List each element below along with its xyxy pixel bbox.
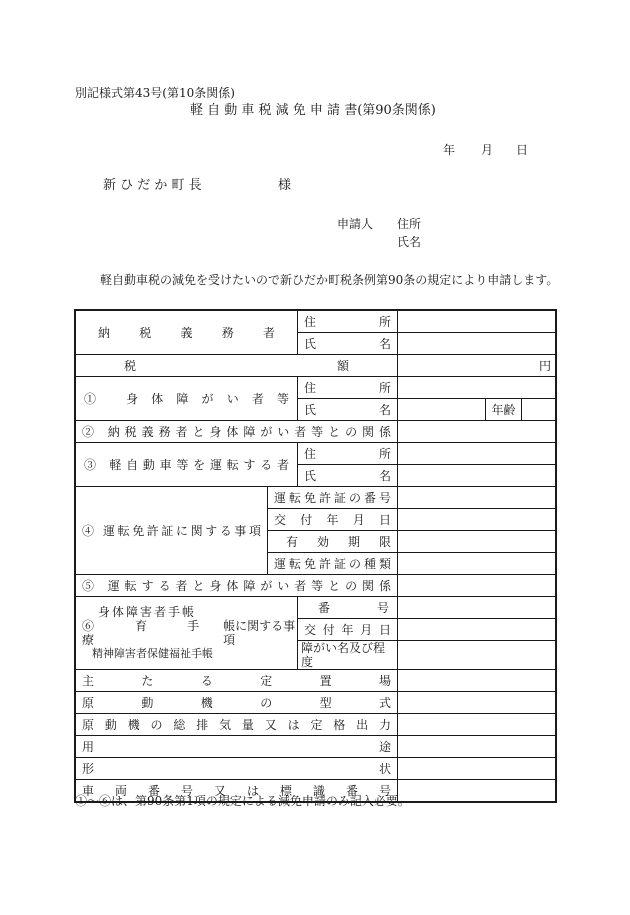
disabled-person-label: ① 身体障がい者等 — [76, 377, 298, 421]
yen-unit: 円 — [539, 358, 552, 373]
license-issue-date-field[interactable] — [398, 509, 556, 531]
date-year-label: 年 — [443, 143, 456, 157]
usage-label: 用途 — [76, 736, 398, 758]
disability-name-label: 障がい名及び程度 — [298, 641, 398, 670]
driver-name-label: 氏名 — [298, 465, 398, 487]
taxpayer-name-field[interactable] — [398, 333, 556, 355]
form-title: 軽 自 動 車 税 減 免 申 請 書(第90条関係) — [190, 103, 436, 118]
driver-address-label: 住所 — [298, 443, 398, 465]
handbook-number-field[interactable] — [398, 597, 556, 619]
driver-name-field[interactable] — [398, 465, 556, 487]
engine-displacement-label: 原動機の総排気量又は定格出力 — [76, 714, 398, 736]
relation-taxpayer-field[interactable] — [398, 421, 556, 443]
handbook-item-label: 身体障害者手帳 ⑥療 育 手 帳に関する事項 精神障害者保健福祉手帳 — [76, 597, 298, 670]
vehicle-number-label: 車両番号又は標識番号 — [76, 780, 398, 802]
driver-address-field[interactable] — [398, 443, 556, 465]
license-number-field[interactable] — [398, 487, 556, 509]
disabled-person-name-field[interactable] — [398, 399, 486, 421]
relation-taxpayer-label: ② 納税義務者と身体障がい者等との関係 — [76, 421, 398, 443]
license-valid-period-field[interactable] — [398, 531, 556, 553]
date-day-label: 日 — [516, 143, 529, 157]
driver-label: ③ 軽自動車等を運転する者 — [76, 443, 298, 487]
addressee-honorific: 様 — [278, 178, 292, 193]
shape-field[interactable] — [398, 758, 556, 780]
engine-type-label: 原動機の型式 — [76, 692, 398, 714]
license-type-label: 運転免許証の種類 — [268, 553, 398, 575]
vehicle-number-field[interactable] — [398, 780, 556, 802]
disability-name-field[interactable] — [398, 641, 556, 670]
disabled-person-address-field[interactable] — [398, 377, 556, 399]
age-field[interactable] — [522, 399, 556, 421]
shape-label: 形状 — [76, 758, 398, 780]
license-issue-date-label: 交付年月日 — [268, 509, 398, 531]
taxpayer-address-label: 住所 — [298, 311, 398, 333]
relation-driver-field[interactable] — [398, 575, 556, 597]
license-valid-period-label: 有効期限 — [268, 531, 398, 553]
disabled-person-name-label: 氏名 — [298, 399, 398, 421]
handbook-issue-date-field[interactable] — [398, 619, 556, 641]
addressee-name: 新 ひ だ か 町 長 — [103, 178, 202, 193]
application-table — [75, 310, 556, 802]
age-label: 年齢 — [486, 399, 522, 421]
engine-displacement-field[interactable] — [398, 714, 556, 736]
relation-driver-label: ⑤ 運転する者と身体障がい者等との関係 — [76, 575, 398, 597]
applicant-address-label: 住所 — [397, 217, 422, 231]
form-number: 別記様式第43号(第10条関係) — [75, 86, 235, 100]
license-type-field[interactable] — [398, 553, 556, 575]
applicant-name-label: 氏名 — [397, 235, 422, 249]
usage-field[interactable] — [398, 736, 556, 758]
handbook-number-label: 番号 — [298, 597, 398, 619]
license-number-label: 運転免許証の番号 — [268, 487, 398, 509]
taxpayer-label: 納税義務者 — [76, 311, 298, 355]
taxpayer-name-label: 氏名 — [298, 333, 398, 355]
date-month-label: 月 — [481, 143, 494, 157]
storage-place-label: 主たる定置場 — [76, 670, 398, 692]
footnote: ①～⑥は、第90条第1項の規定による減免申請のみ記入必要。 — [75, 794, 410, 808]
disabled-person-address-label: 住所 — [298, 377, 398, 399]
license-item-label: ④ 運転免許証に関する事項 — [76, 487, 268, 575]
tax-amount-label: 税 額 — [76, 355, 398, 377]
applicant-label: 申請人 — [337, 217, 374, 231]
storage-place-field[interactable] — [398, 670, 556, 692]
handbook-issue-date-label: 交付年月日 — [298, 619, 398, 641]
taxpayer-address-field[interactable] — [398, 311, 556, 333]
application-statement: 軽自動車税の減免を受けたいので新ひだか町税条例第90条の規定により申請します。 — [100, 273, 559, 287]
tax-amount-field[interactable] — [398, 355, 556, 377]
engine-type-field[interactable] — [398, 692, 556, 714]
